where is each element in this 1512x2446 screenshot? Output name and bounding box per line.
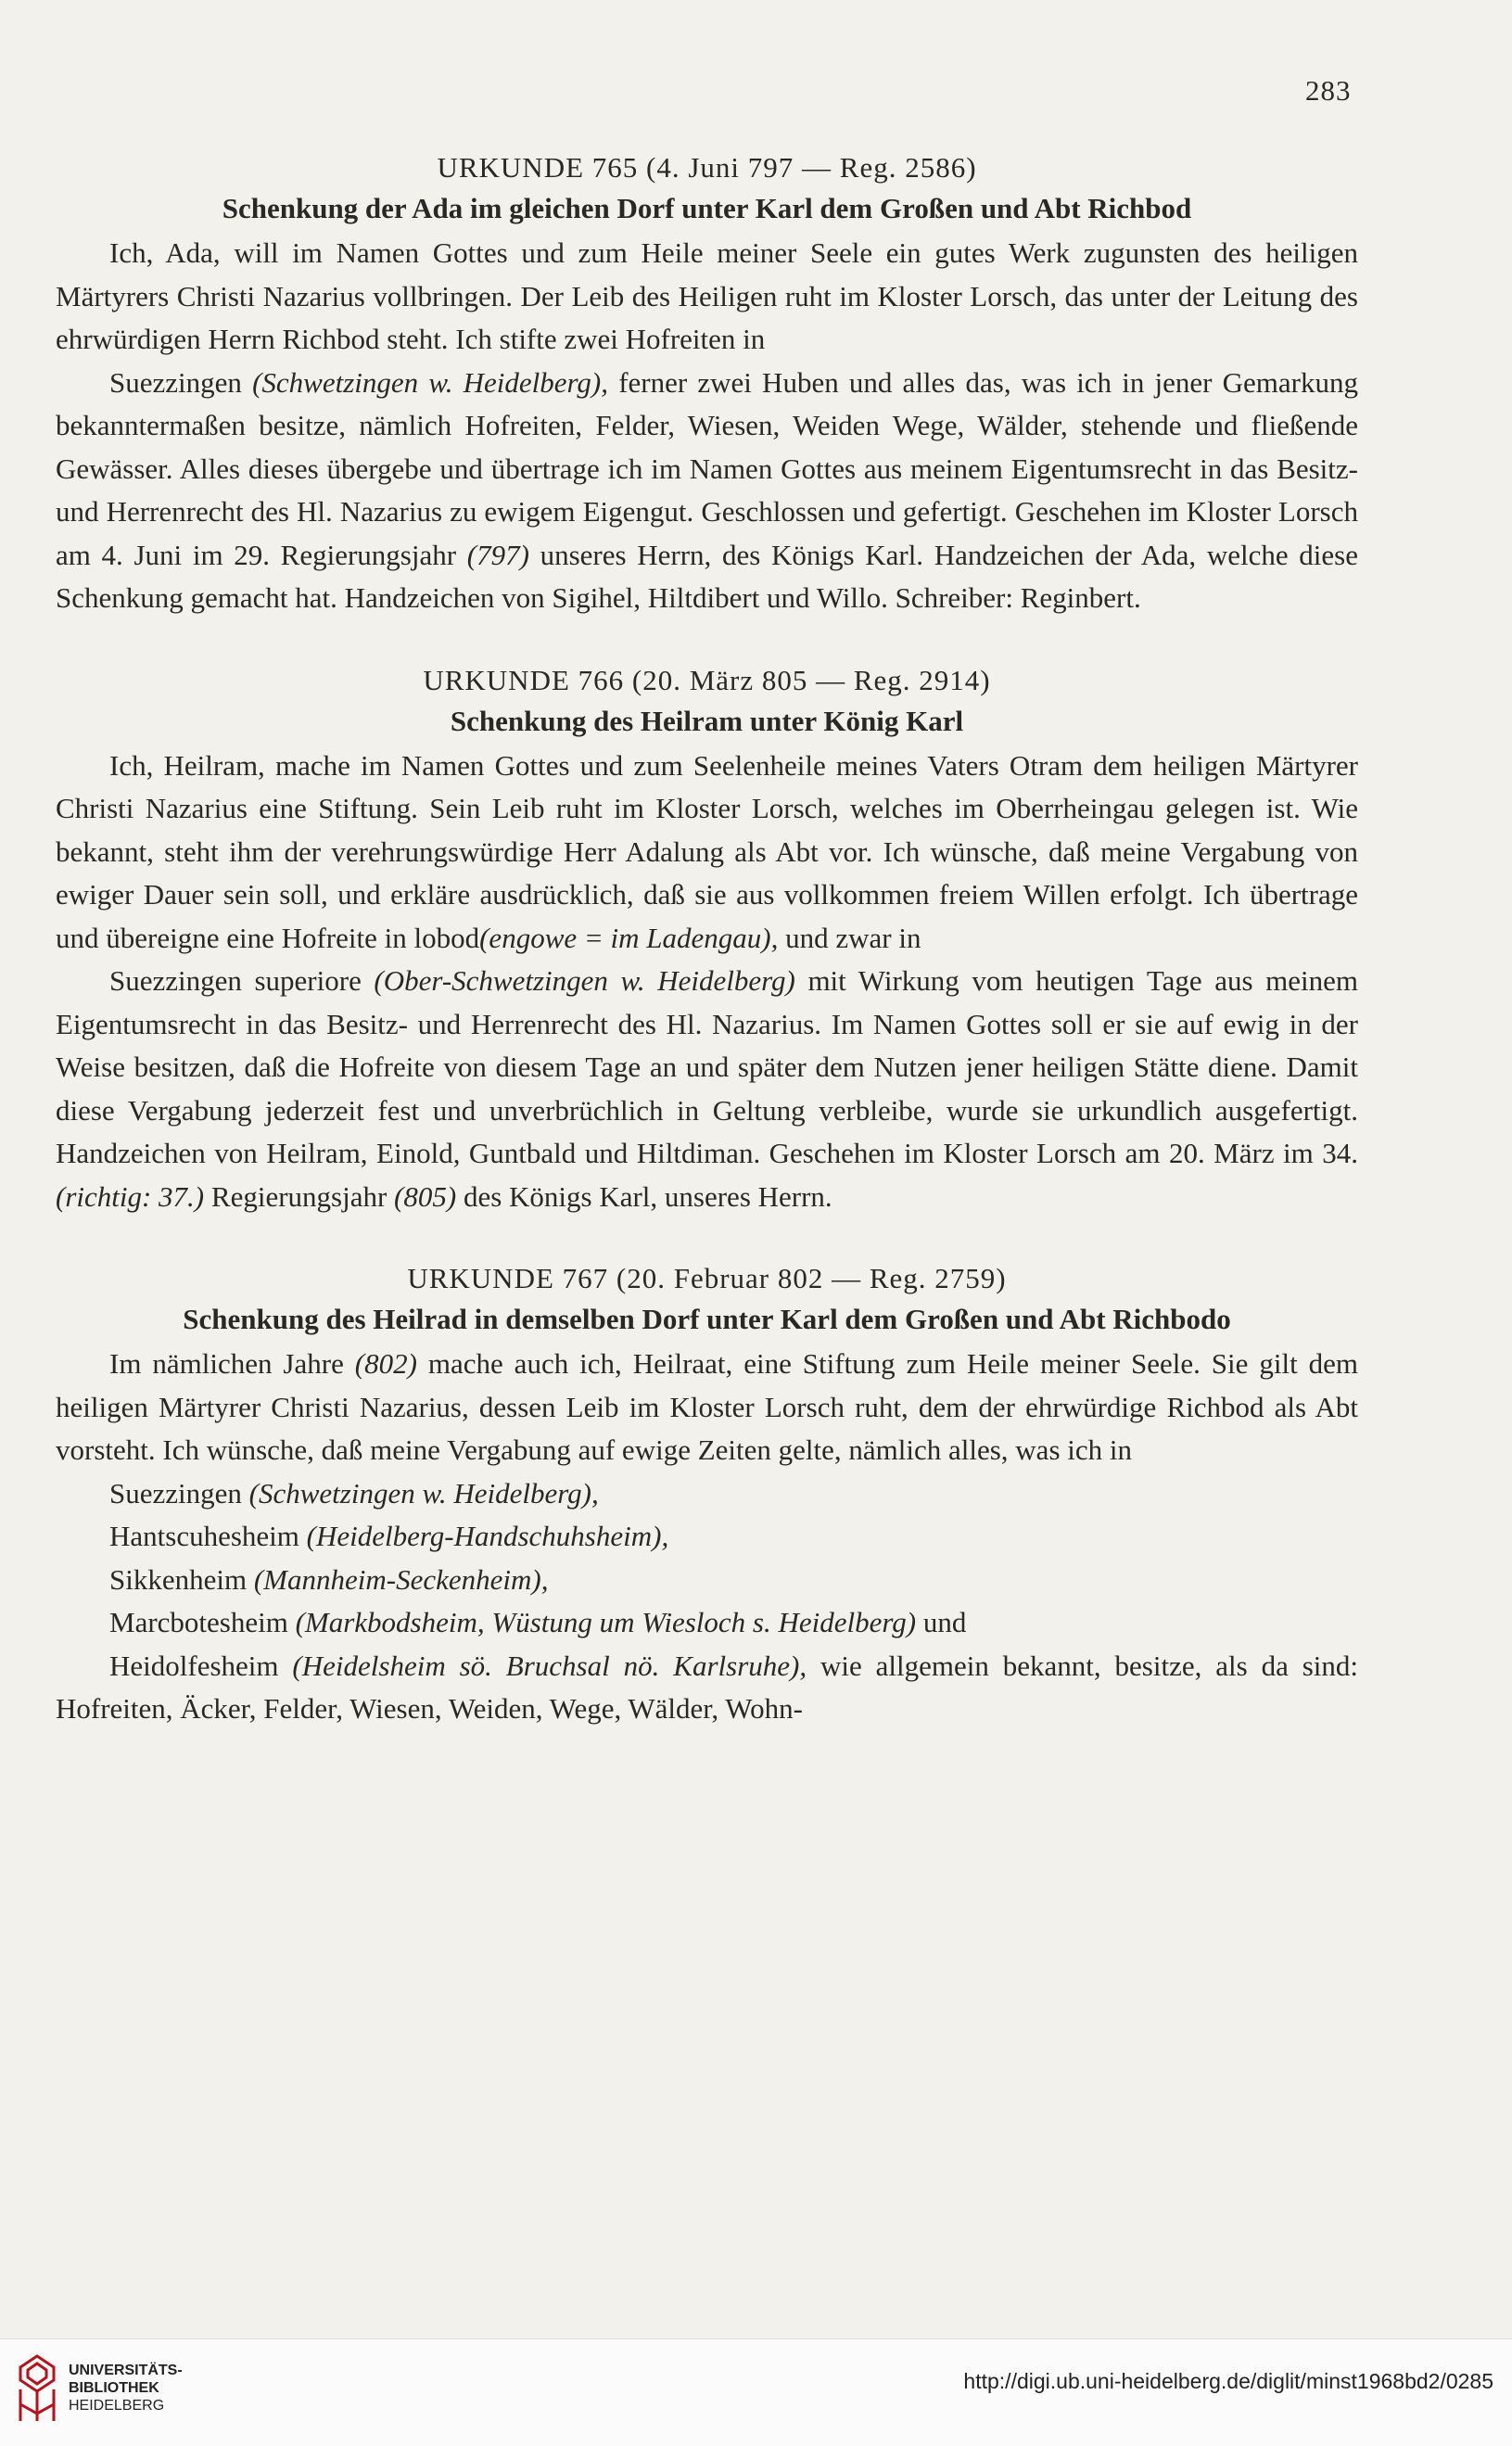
paragraph-text: Im nämlichen Jahre	[109, 1347, 344, 1380]
place-annotation: (Mannheim-Seckenheim),	[253, 1562, 549, 1596]
paragraph	[56, 1645, 1358, 1731]
library-name-line: BIBLIOTHEK	[69, 2380, 159, 2396]
document-766	[56, 661, 1358, 1219]
year-annotation: (797)	[466, 538, 529, 571]
place-annotation: (Markbodsheim, Wüstung um Wiesloch s. Heidelberg)	[295, 1606, 917, 1638]
spacer	[56, 1218, 1358, 1259]
correction-annotation: (richtig: 37.)	[56, 1179, 205, 1213]
paragraph: Ich, Ada, will im Namen Gottes und zum Heile meiner Seele ein gutes Werk zugunsten des heiligen Märtyrers Christi Nazarius vollbringen. Der Leib des Heiligen ruht im Kloster Lorsch, das unter der Leitung des ehrwürdigen Herrn Richbod steht. Ich stifte zwei Hofreiten in	[56, 236, 1358, 355]
place-annotation: (Heidelberg-Handschuhsheim),	[306, 1520, 669, 1552]
year-annotation: (805)	[394, 1179, 457, 1213]
place-line	[56, 1515, 1358, 1559]
paragraph-text: und	[916, 1606, 967, 1638]
paragraph	[56, 960, 1358, 1218]
library-name-line: UNIVERSITÄTS-	[69, 2363, 183, 2378]
spacer	[56, 620, 1358, 661]
place-name: Suezzingen	[109, 365, 242, 399]
place-annotation: (Heidelsheim sö. Bruchsal nö. Karlsruhe),	[292, 1649, 807, 1682]
place-line	[56, 1601, 1358, 1645]
document-765	[56, 148, 1358, 620]
place-line	[56, 1472, 1358, 1516]
place-annotation: (Schwetzingen w. Heidelberg),	[248, 1476, 599, 1510]
paragraph	[56, 1343, 1358, 1472]
place-name: Suezzingen	[109, 1476, 242, 1510]
document-heading: URKUNDE 766 (20. März 805 — Reg. 2914)	[423, 663, 991, 696]
paragraph	[56, 362, 1358, 620]
document-subtitle: Schenkung des Heilram unter König Karl	[450, 704, 964, 737]
paragraph-text: mit Wirkung vom heutigen Tage aus meinem Eigentumsrecht in das Besitz- und Herrenrecht des Hl. Nazarius. Im Namen Gottes soll er sie auf ewig in der Weise besitzen, daß die Hofreite von diesem Tage an und später dem Nutzen jener heiligen Stätte diene. Damit diese Vergabung jederzeit fest und unverbrüchlich in Geltung verbleibe, wurde sie urkundlich ausgefertigt. Handzeichen von Heilram, Einold, Guntbald und Hiltdiman. Geschehen im Kloster Lorsch am 20. März im 34.	[56, 964, 1358, 1169]
year-annotation: (802)	[354, 1347, 417, 1380]
document-heading: URKUNDE 767 (20. Februar 802 — Reg. 2759)	[407, 1262, 1007, 1294]
paragraph-text: Ich, Heilram, mache im Namen Gottes und zum Seelenheile meines Vaters Otram dem heiligen Märtyrer Christi Nazarius eine Stiftung. Sein Leib ruht im Kloster Lorsch, welches im Oberrheingau gelegen ist. Wie bekannt, steht ihm der verehrungswürdige Herr Adalung als Abt vor. Ich wünsche, daß meine Vergabung von ewiger Dauer sein soll, und erkläre ausdrücklich, daß sie aus vollkommen freiem Willen erfolgt. Ich übertrage und übereigne eine Hofreite in lobod	[56, 748, 1358, 954]
place-annotation: (engowe = im Ladengau),	[479, 921, 779, 954]
paragraph-text: und zwar in	[778, 921, 921, 954]
place-line	[56, 1559, 1358, 1602]
library-name	[69, 2362, 183, 2414]
paragraph-text: unseres Herrn, des Königs Karl. Handzeichen der Ada, welche diese Schenkung gemacht hat. Handzeichen von Sigihel, Hiltdibert und Willo. Schreiber: Reginbert.	[56, 538, 1358, 614]
document-subtitle: Schenkung der Ada im gleichen Dorf unter Karl dem Großen und Abt Richbod	[222, 192, 1192, 224]
place-name: Marcbotesheim	[109, 1606, 288, 1638]
paragraph-text: ferner zwei Huben und alles das, was ich in jener Gemarkung bekanntermaßen besitze, nämlich Hofreiten, Felder, Wiesen, Weiden Wege, Wälder, stehende und fließende Gewässer. Alles dieses übergebe und übertrage ich im Namen Gottes aus meinem Eigentumsrecht in das Besitz- und Herrenrecht des Hl. Nazarius zu ewigem Eigengut. Geschlossen und gefertigt. Geschehen im Kloster Lorsch am 4. Juni im 29. Regierungsjahr	[56, 365, 1359, 571]
ub-heidelberg-logo-icon	[17, 2352, 57, 2425]
source-url-link[interactable]: http://digi.ub.uni-heidelberg.de/diglit/minst1968bd2/0285	[963, 2369, 1493, 2393]
document-heading: URKUNDE 765 (4. Juni 797 — Reg. 2586)	[437, 151, 977, 184]
document-767	[56, 1259, 1358, 1731]
paragraph	[56, 745, 1358, 961]
library-name-line: HEIDELBERG	[69, 2398, 165, 2414]
digitization-footer	[0, 2338, 1512, 2446]
place-annotation: (Ober-Schwetzingen w. Heidelberg)	[374, 964, 795, 997]
place-annotation: (Schwetzingen w. Heidelberg),	[252, 365, 609, 399]
paragraph-text: Regierungsjahr	[204, 1179, 388, 1213]
place-name: Hantscuhesheim	[109, 1520, 299, 1552]
paragraph-text: mache auch ich, Heilraat, eine Stiftung zum Heile meiner Seele. Sie gilt dem heiligen Märtyrer Christi Nazarius, dessen Leib im Kloster Lorsch ruht, dem der ehrwürdige Richbod als Abt vorsteht. Ich wünsche, daß meine Vergabung auf ewige Zeiten gelte, nämlich alles, was ich in	[56, 1347, 1358, 1466]
place-name: Sikkenheim	[109, 1562, 248, 1596]
paragraph-text: des Königs Karl, unseres Herrn.	[456, 1179, 832, 1213]
page-number: 283	[1305, 74, 1352, 107]
paragraph-text: wie allgemein bekannt, besitze, als da sind: Hofreiten, Äcker, Felder, Wiesen, Weiden, Wege, Wälder, Wohn-	[56, 1649, 1359, 1725]
place-name: Heidolfesheim	[109, 1649, 279, 1682]
place-name: Suezzingen superiore	[109, 964, 362, 997]
document-subtitle: Schenkung des Heilrad in demselben Dorf unter Karl dem Großen und Abt Richbodo	[183, 1303, 1231, 1335]
page-content	[56, 148, 1358, 1731]
